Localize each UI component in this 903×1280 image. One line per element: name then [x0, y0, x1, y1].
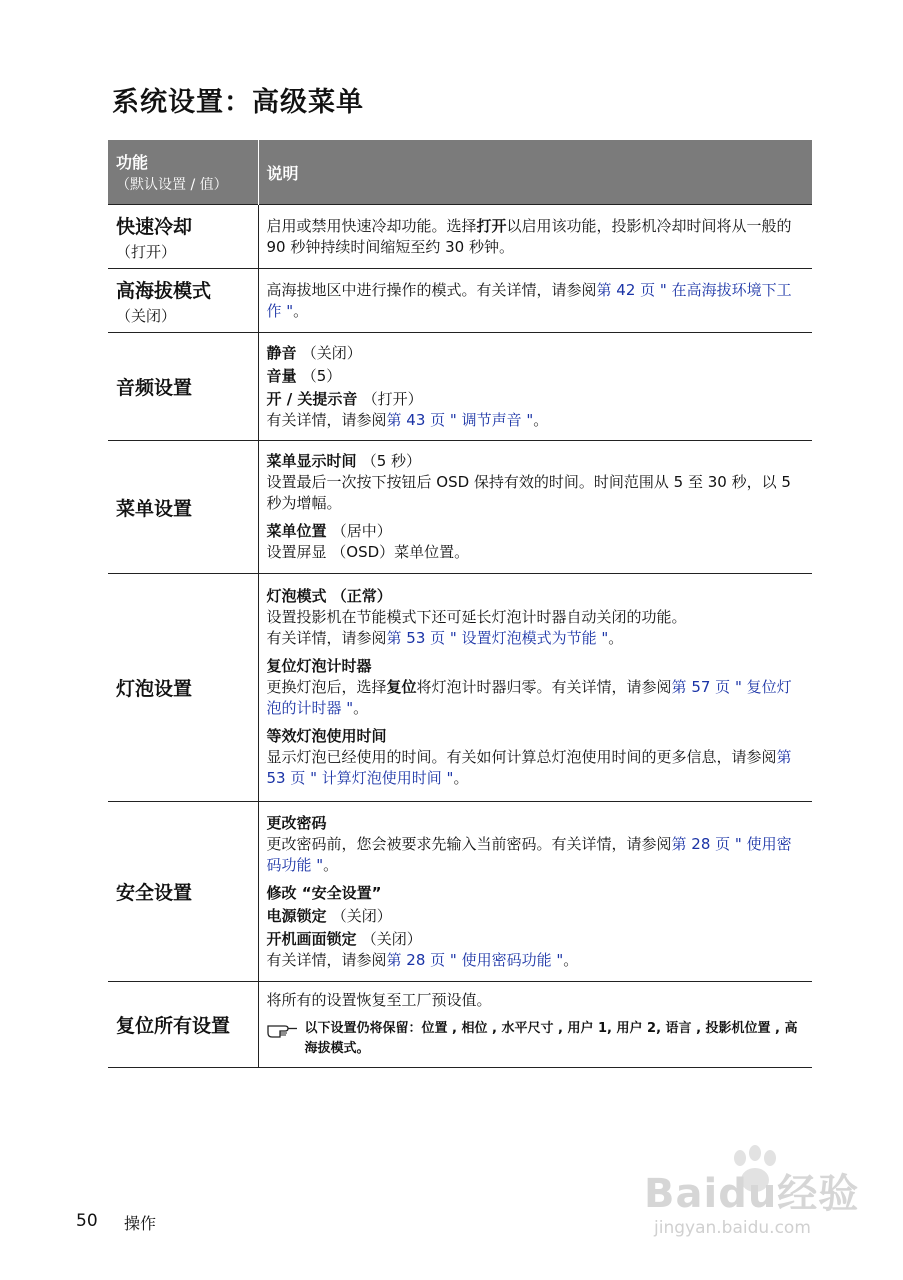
header-function-sub: （默认设置 / 值）	[116, 177, 228, 193]
function-name: 高海拔模式	[116, 279, 212, 302]
table-row-menu	[108, 441, 812, 574]
watermark-brand: Baidu经验	[644, 1171, 860, 1217]
function-name: 安全设置	[116, 882, 193, 904]
setting-volume: 音量 （5）	[266, 366, 342, 385]
function-default: （打开）	[116, 242, 177, 261]
table-row-quick-cool	[108, 205, 812, 269]
page-link[interactable]: 第 53 页 " 设置灯泡模式为节能 "	[386, 629, 609, 647]
header-function-label: 功能	[116, 153, 149, 172]
description-text: 启用或禁用快速冷却功能。选择打开以启用该功能，投影机冷却时间将从一般的 90 秒钟持续时间缩短至约 30 秒钟。	[266, 216, 792, 256]
note	[267, 1019, 805, 1059]
footer-section: 操作	[124, 1214, 157, 1233]
description-cell	[258, 982, 812, 1068]
header-function	[108, 140, 258, 205]
setting-splash-lock: 开机画面锁定 （关闭）	[266, 929, 422, 948]
page-link[interactable]: 第 42 页 " 在高海拔环境下工作 "	[266, 280, 792, 320]
setting-power-lock: 电源锁定 （关闭）	[266, 906, 392, 925]
function-cell	[108, 269, 258, 333]
table-header-row	[108, 140, 812, 205]
page-link[interactable]: 第 43 页 " 调节声音 "	[386, 410, 534, 429]
description-text: 有关详情，请参阅第 43 页 " 调节声音 "。	[266, 410, 549, 429]
description-text: 设置投影机在节能模式下还可延长灯泡计时器自动关闭的功能。	[266, 608, 687, 626]
page-number: 50	[76, 1211, 98, 1231]
description-text: 有关详情，请参阅第 53 页 " 设置灯泡模式为节能 "。	[266, 629, 624, 647]
header-description	[258, 140, 812, 205]
function-cell	[108, 205, 258, 269]
description-text: 设置最后一次按下按钮后 OSD 保持有效的时间。时间范围从 5 至 30 秒，以 5 秒为增幅。	[266, 473, 791, 512]
description-text: 高海拔地区中进行操作的模式。有关详情，请参阅第 42 页 " 在高海拔环境下工作 "。	[266, 280, 792, 320]
header-description-label: 说明	[266, 163, 299, 183]
description-text: 将所有的设置恢复至工厂预设值。	[266, 991, 492, 1009]
function-name: 快速冷却	[116, 215, 193, 238]
function-name: 菜单设置	[116, 497, 193, 520]
setting-modify-security: 修改 “安全设置”	[266, 883, 382, 902]
setting-menu-position: 菜单位置 （居中）	[266, 522, 392, 540]
setting-menu-time: 菜单显示时间 （5 秒）	[266, 452, 422, 470]
watermark-url: jingyan.baidu.com	[654, 1218, 811, 1238]
setting-tone: 开 / 关提示音 （打开）	[266, 389, 423, 408]
description-text: 更换灯泡后，选择复位将灯泡计时器归零。有关详情，请参阅第 57 页 " 复位灯泡的计时器 "。	[266, 678, 792, 717]
function-cell	[108, 982, 258, 1068]
page-link[interactable]: 第 53 页 " 计算灯泡使用时间 "	[266, 748, 792, 787]
pointing-hand-icon	[267, 1021, 299, 1039]
description-text: 有关详情，请参阅第 28 页 " 使用密码功能 "。	[266, 950, 579, 969]
settings-table	[108, 140, 812, 1068]
description-text: 设置屏显 （OSD）菜单位置。	[266, 543, 470, 561]
description-cell	[258, 574, 812, 802]
function-cell	[108, 802, 258, 982]
bold-keyword: 打开	[476, 216, 507, 235]
function-name: 复位所有设置	[116, 1015, 231, 1037]
table-row-high-altitude	[108, 269, 812, 333]
setting-mute: 静音 （关闭）	[266, 343, 362, 362]
page-link[interactable]: 第 57 页 " 复位灯泡的计时器 "	[266, 678, 792, 717]
function-default: （关闭）	[116, 306, 177, 325]
function-cell	[108, 441, 258, 574]
function-name: 灯泡设置	[116, 678, 193, 700]
note-text: 以下设置仍将保留：位置 , 相位 , 水平尺寸 , 用户 1, 用户 2, 语言 , 投影机位置 , 高海拔模式。	[304, 1021, 798, 1056]
function-name: 音频设置	[116, 377, 193, 399]
description-cell	[258, 802, 812, 982]
description-text: 显示灯泡已经使用的时间。有关如何计算总灯泡使用时间的更多信息，请参阅第 53 页 " 计算灯泡使用时间 "。	[266, 748, 792, 787]
bold-keyword: 复位	[386, 678, 417, 696]
page-link[interactable]: 第 28 页 " 使用密码功能 "	[266, 834, 792, 874]
description-cell	[258, 205, 812, 269]
function-cell	[108, 333, 258, 441]
setting-lamp-mode: 灯泡模式 （正常）	[266, 587, 392, 605]
description-cell	[258, 441, 812, 574]
description-cell	[258, 269, 812, 333]
table-row-audio	[108, 333, 812, 441]
setting-change-password: 更改密码	[266, 813, 327, 832]
page-title: 系统设置：高级菜单	[112, 87, 364, 118]
setting-lamp-hours: 等效灯泡使用时间	[266, 727, 387, 745]
description-text: 更改密码前，您会被要求先输入当前密码。有关详情，请参阅第 28 页 " 使用密码功能 "。	[266, 834, 792, 874]
table-row-security	[108, 802, 812, 982]
function-cell	[108, 574, 258, 802]
page-link[interactable]: 第 28 页 " 使用密码功能 "	[386, 950, 564, 969]
table-row-reset-all	[108, 982, 812, 1068]
setting-lamp-reset: 复位灯泡计时器	[266, 657, 372, 675]
description-cell	[258, 333, 812, 441]
table-row-lamp	[108, 574, 812, 802]
watermark	[640, 1146, 860, 1246]
